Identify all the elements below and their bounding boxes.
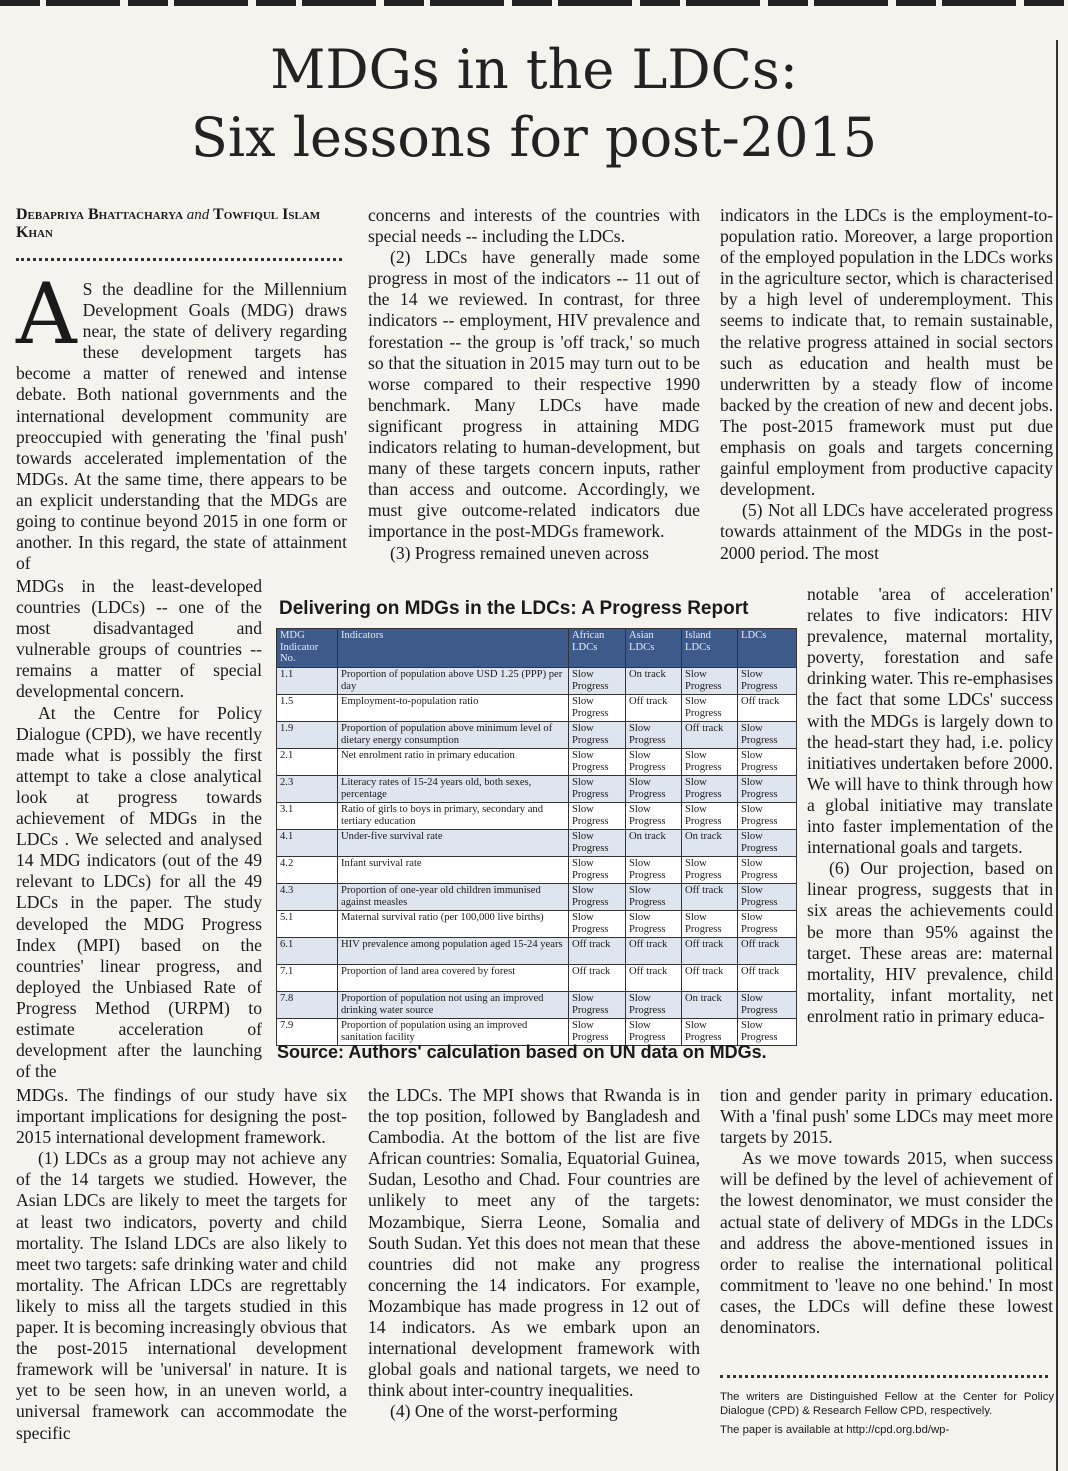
progress-report-table-box bbox=[276, 598, 800, 1068]
cell-african-ldcs: Slow Progress bbox=[569, 857, 626, 884]
cell-african-ldcs: Slow Progress bbox=[569, 830, 626, 857]
cell-african-ldcs: Slow Progress bbox=[569, 1019, 626, 1046]
footnote bbox=[720, 1390, 1054, 1442]
paragraph-intro: S the deadline for the Millennium Development Goals (MDG) draws near, the state of delivery regarding these development targets has become a matter of renewed and intense debate. Both national governments and the international development community are preoccupied with generating the 'final push' towards accelerated implementation of the MDGs. At the same time, there appears to be an explicit understanding that the MDGs are going to continue beyond 2015 in one form or another. In this regard, the state of attainment of bbox=[16, 279, 347, 574]
progress-report-table bbox=[276, 628, 797, 1046]
cell-ldcs: Slow Progress bbox=[738, 911, 797, 938]
paragraph-lesson-6: (6) Our projection, based on linear progress, suggests that in six areas the achievements could be more than 95% against the target. These areas are: maternal mortality, HIV prevalence, child mortality, infant mortality, net enrolment ratio in primary educa- bbox=[807, 858, 1053, 1026]
article-col3-mid bbox=[807, 584, 1053, 1027]
cell-indicator-no: 1.5 bbox=[277, 695, 338, 722]
cell-ldcs: Slow Progress bbox=[738, 749, 797, 776]
cell-indicator-no: 7.9 bbox=[277, 1019, 338, 1046]
header-indicator-no: MDG Indicator No. bbox=[277, 629, 338, 668]
article-col3-bottom bbox=[720, 1085, 1053, 1338]
cell-ldcs: Slow Progress bbox=[738, 830, 797, 857]
cell-asian-ldcs: Slow Progress bbox=[626, 1019, 682, 1046]
cell-indicator-no: 4.1 bbox=[277, 830, 338, 857]
cell-asian-ldcs: Slow Progress bbox=[626, 722, 682, 749]
paragraph-lesson-5-start: (5) Not all LDCs have accelerated progress towards attainment of the MDGs in the post-2000 period. The most bbox=[720, 500, 1053, 563]
table-row bbox=[277, 803, 797, 830]
footnote-writers: The writers are Distinguished Fellow at the Center for Policy Dialogue (CPD) & Research Fellow CPD, respectively. bbox=[720, 1391, 1054, 1417]
top-edge-strip bbox=[0, 0, 1068, 6]
cell-island-ldcs: On track bbox=[682, 830, 738, 857]
cell-island-ldcs: Off track bbox=[682, 965, 738, 992]
cell-indicator: Ratio of girls to boys in primary, secondary and tertiary education bbox=[338, 803, 569, 830]
column-rule-right bbox=[1056, 40, 1058, 1471]
cell-african-ldcs: Slow Progress bbox=[569, 911, 626, 938]
cell-indicator-no: 2.3 bbox=[277, 776, 338, 803]
cell-ldcs: Slow Progress bbox=[738, 1019, 797, 1046]
cell-island-ldcs: Slow Progress bbox=[682, 911, 738, 938]
paragraph-ldc-concern: MDGs in the least-developed countries (LDCs) -- one of the most disadvantaged and vulnerable groups of countries -- remains a matter of special developmental concern. bbox=[16, 576, 262, 702]
cell-african-ldcs: Slow Progress bbox=[569, 776, 626, 803]
cell-indicator: Literacy rates of 15-24 years old, both sexes, percentage bbox=[338, 776, 569, 803]
cell-indicator-no: 4.2 bbox=[277, 857, 338, 884]
cell-indicator: Infant survival rate bbox=[338, 857, 569, 884]
table-row bbox=[277, 830, 797, 857]
cell-indicator-no: 7.1 bbox=[277, 965, 338, 992]
header-island-ldcs: Island LDCs bbox=[682, 629, 738, 668]
footnote-paper-link: The paper is available at http://cpd.org.bd/wp- bbox=[720, 1424, 950, 1436]
cell-indicator: HIV prevalence among population aged 15-24 years bbox=[338, 938, 569, 965]
cell-indicator: Employment-to-population ratio bbox=[338, 695, 569, 722]
table-title: Delivering on MDGs in the LDCs: A Progress Report bbox=[279, 598, 749, 619]
cell-indicator: Net enrolment ratio in primary education bbox=[338, 749, 569, 776]
cell-island-ldcs: On track bbox=[682, 992, 738, 1019]
header-african-ldcs: African LDCs bbox=[569, 629, 626, 668]
byline bbox=[16, 206, 346, 242]
table-row bbox=[277, 722, 797, 749]
cell-ldcs: Off track bbox=[738, 965, 797, 992]
table-row bbox=[277, 884, 797, 911]
paragraph-special-needs: concerns and interests of the countries with special needs -- including the LDCs. bbox=[368, 205, 700, 247]
table-row bbox=[277, 776, 797, 803]
drop-cap: A bbox=[16, 265, 77, 363]
cell-indicator: Proportion of one-year old children immunised against measles bbox=[338, 884, 569, 911]
paragraph-lesson-1: (1) LDCs as a group may not achieve any of the 14 targets we studied. However, the Asian LDCs are likely to meet the targets for at least two indicators, poverty and child mortality. The Island LDCs are also likely to meet two targets: safe drinking water and child mortality. The African LDCs are regrettably likely to miss all the targets studied in this paper. It is becoming increasingly obvious that the post-2015 international development framework will be 'universal' in nature. It is yet to be seen how, in an uneven world, a universal framework can accommodate the specific bbox=[16, 1148, 347, 1443]
cell-ldcs: Off track bbox=[738, 938, 797, 965]
cell-asian-ldcs: Slow Progress bbox=[626, 803, 682, 830]
cell-indicator: Proportion of population above USD 1.25 (PPP) per day bbox=[338, 668, 569, 695]
cell-asian-ldcs: Slow Progress bbox=[626, 749, 682, 776]
cell-asian-ldcs: On track bbox=[626, 668, 682, 695]
cell-island-ldcs: Off track bbox=[682, 938, 738, 965]
cell-ldcs: Slow Progress bbox=[738, 803, 797, 830]
cell-island-ldcs: Slow Progress bbox=[682, 803, 738, 830]
paragraph-lesson-5: notable 'area of acceleration' relates to five indicators: HIV prevalence, maternal mortality, poverty, forestation and safe drinking water. This re-emphasises the fact that some LDCs' success with the MDGs is largely down to the head-start they had, i.e. policy initiatives undertaken before 2000. We will have to think through how a global initiative may translate into faster implementation of the international goals and targets. bbox=[807, 584, 1053, 858]
cell-ldcs: Slow Progress bbox=[738, 668, 797, 695]
cell-indicator: Proportion of land area covered by forest bbox=[338, 965, 569, 992]
cell-asian-ldcs: On track bbox=[626, 830, 682, 857]
cell-indicator-no: 1.1 bbox=[277, 668, 338, 695]
table-row bbox=[277, 992, 797, 1019]
header-ldcs: LDCs bbox=[738, 629, 797, 668]
cell-island-ldcs: Slow Progress bbox=[682, 857, 738, 884]
cell-indicator: Proportion of population above minimum level of dietary energy consumption bbox=[338, 722, 569, 749]
cell-african-ldcs: Slow Progress bbox=[569, 749, 626, 776]
cell-african-ldcs: Slow Progress bbox=[569, 722, 626, 749]
table-source: Source: Authors' calculation based on UN data on MDGs. bbox=[277, 1042, 767, 1062]
table-row bbox=[277, 911, 797, 938]
cell-indicator-no: 5.1 bbox=[277, 911, 338, 938]
paragraph-conclusion: As we move towards 2015, when success will be defined by the level of achievement of the lowest denominator, we must consider the actual state of delivery of MDGs in the LDCs and address the above-mentioned issues in order to realise the international political commitment to 'leave no one behind.' In most cases, the LDCs will define these lowest denominators. bbox=[720, 1148, 1053, 1338]
paragraph-cpd-study: At the Centre for Policy Dialogue (CPD), we have recently made what is possibly the first attempt to take a close analytical look at progress towards achievement of MDGs in the LDCs . We selected and analysed 14 MDG indicators (out of the 49 relevant to LDCs) for all the 49 LDCs in the paper. The study developed the MDG Progress Index (MPI) based on the countries' linear progress, and deployed the Unbiased Rate of Progress Method (URPM) to estimate acceleration of development after the launching of the bbox=[16, 702, 262, 1082]
cell-african-ldcs: Slow Progress bbox=[569, 695, 626, 722]
cell-african-ldcs: Off track bbox=[569, 965, 626, 992]
cell-indicator: Proportion of population not using an improved drinking water source bbox=[338, 992, 569, 1019]
cell-african-ldcs: Slow Progress bbox=[569, 668, 626, 695]
article-col2-bottom bbox=[368, 1085, 700, 1423]
cell-ldcs: Slow Progress bbox=[738, 992, 797, 1019]
article-col1-top bbox=[16, 265, 347, 574]
cell-asian-ldcs: Off track bbox=[626, 695, 682, 722]
footnote-divider bbox=[720, 1375, 1048, 1378]
table-row bbox=[277, 668, 797, 695]
cell-indicator: Under-five survival rate bbox=[338, 830, 569, 857]
headline-line-2: Six lessons for post-2015 bbox=[190, 106, 878, 169]
cell-island-ldcs: Off track bbox=[682, 722, 738, 749]
table-row bbox=[277, 695, 797, 722]
cell-african-ldcs: Off track bbox=[569, 938, 626, 965]
article-col3-top bbox=[720, 205, 1053, 564]
cell-island-ldcs: Slow Progress bbox=[682, 1019, 738, 1046]
cell-asian-ldcs: Slow Progress bbox=[626, 992, 682, 1019]
cell-indicator-no: 3.1 bbox=[277, 803, 338, 830]
byline-and: and bbox=[186, 207, 210, 223]
author-1: Debapriya Bhattacharya bbox=[16, 206, 184, 223]
author-2: Towfiqul Islam Khan bbox=[16, 206, 321, 241]
cell-island-ldcs: Slow Progress bbox=[682, 668, 738, 695]
paragraph-implications: MDGs. The findings of our study have six important implications for designing the post-2015 international development framework. bbox=[16, 1085, 347, 1148]
cell-ldcs: Slow Progress bbox=[738, 857, 797, 884]
table-row bbox=[277, 749, 797, 776]
cell-asian-ldcs: Slow Progress bbox=[626, 911, 682, 938]
table-row bbox=[277, 938, 797, 965]
cell-island-ldcs: Slow Progress bbox=[682, 749, 738, 776]
cell-island-ldcs: Off track bbox=[682, 884, 738, 911]
table-header-row bbox=[277, 629, 797, 668]
paragraph-lesson-6-end: tion and gender parity in primary education. With a 'final push' some LDCs may meet more targets by 2015. bbox=[720, 1085, 1053, 1148]
cell-african-ldcs: Slow Progress bbox=[569, 803, 626, 830]
cell-african-ldcs: Slow Progress bbox=[569, 992, 626, 1019]
cell-ldcs: Slow Progress bbox=[738, 776, 797, 803]
headline-line-1: MDGs in the LDCs: bbox=[270, 38, 798, 101]
article-col2-top bbox=[368, 205, 700, 564]
cell-asian-ldcs: Off track bbox=[626, 938, 682, 965]
article-col1-mid bbox=[16, 576, 262, 1082]
article-col1-bottom bbox=[16, 1085, 347, 1444]
paragraph-lesson-4-start: (4) One of the worst-performing bbox=[390, 1401, 618, 1422]
cell-indicator-no: 1.9 bbox=[277, 722, 338, 749]
header-asian-ldcs: Asian LDCs bbox=[626, 629, 682, 668]
cell-asian-ldcs: Slow Progress bbox=[626, 857, 682, 884]
cell-indicator-no: 7.8 bbox=[277, 992, 338, 1019]
table-row bbox=[277, 857, 797, 884]
cell-island-ldcs: Slow Progress bbox=[682, 776, 738, 803]
paragraph-lesson-3-start: (3) Progress remained uneven across bbox=[390, 542, 649, 563]
byline-divider bbox=[16, 258, 342, 261]
cell-indicator-no: 4.3 bbox=[277, 884, 338, 911]
cell-indicator-no: 6.1 bbox=[277, 938, 338, 965]
cell-indicator: Maternal survival ratio (per 100,000 live births) bbox=[338, 911, 569, 938]
cell-island-ldcs: Slow Progress bbox=[682, 695, 738, 722]
header-indicators: Indicators bbox=[338, 629, 569, 668]
cell-ldcs: Off track bbox=[738, 695, 797, 722]
paragraph-lesson-4: indicators in the LDCs is the employment-to-population ratio. Moreover, a large proportion of the employed population in the LDCs works in the agriculture sector, which is characterised by a high level of underemployment. This seems to indicate that, to remain sustainable, the relative progress attained in social sectors such as education and health must be underwritten by a steady flow of income backed by the creation of new and decent jobs. The post-2015 framework must put due emphasis on goals and targets concerning gainful employment from productive capacity development. bbox=[720, 205, 1053, 500]
cell-african-ldcs: Slow Progress bbox=[569, 884, 626, 911]
paragraph-lesson-3: the LDCs. The MPI shows that Rwanda is in the top position, followed by Bangladesh and Cambodia. At the bottom of the list are five African countries: Somalia, Equatorial Guinea, Sudan, Lesotho and Chad. Four countries are unlikely to meet any of the targets: Mozambique, Sierra Leone, Somalia and South Sudan. Yet this does not mean that these countries did not make any progress concerning the 14 indicators. For example, Mozambique has made progress in 12 out of 14 indicators. As we embark upon an international development framework with global goals and national targets, we need to think about inter-country inequalities. bbox=[368, 1085, 700, 1401]
cell-ldcs: Slow Progress bbox=[738, 884, 797, 911]
table-row bbox=[277, 965, 797, 992]
cell-indicator-no: 2.1 bbox=[277, 749, 338, 776]
cell-asian-ldcs: Off track bbox=[626, 965, 682, 992]
cell-indicator: Proportion of population using an improved sanitation facility bbox=[338, 1019, 569, 1046]
paragraph-lesson-2: (2) LDCs have generally made some progress in most of the indicators -- 11 out of the 14 we reviewed. In contrast, for three indicators -- employment, HIV prevalence and forestation -- the group is 'off track,' so much so that the situation in 2015 may turn out to be worse compared to their respective 1990 benchmark. Many LDCs have made significant progress in attaining MDG indicators relating to human-development, but many of these targets concern inputs, rather than access and outcome. Accordingly, we must give outcome-related indicators due importance in the post-MDGs framework. bbox=[368, 247, 700, 542]
cell-ldcs: Slow Progress bbox=[738, 722, 797, 749]
cell-asian-ldcs: Slow Progress bbox=[626, 776, 682, 803]
cell-asian-ldcs: Slow Progress bbox=[626, 884, 682, 911]
